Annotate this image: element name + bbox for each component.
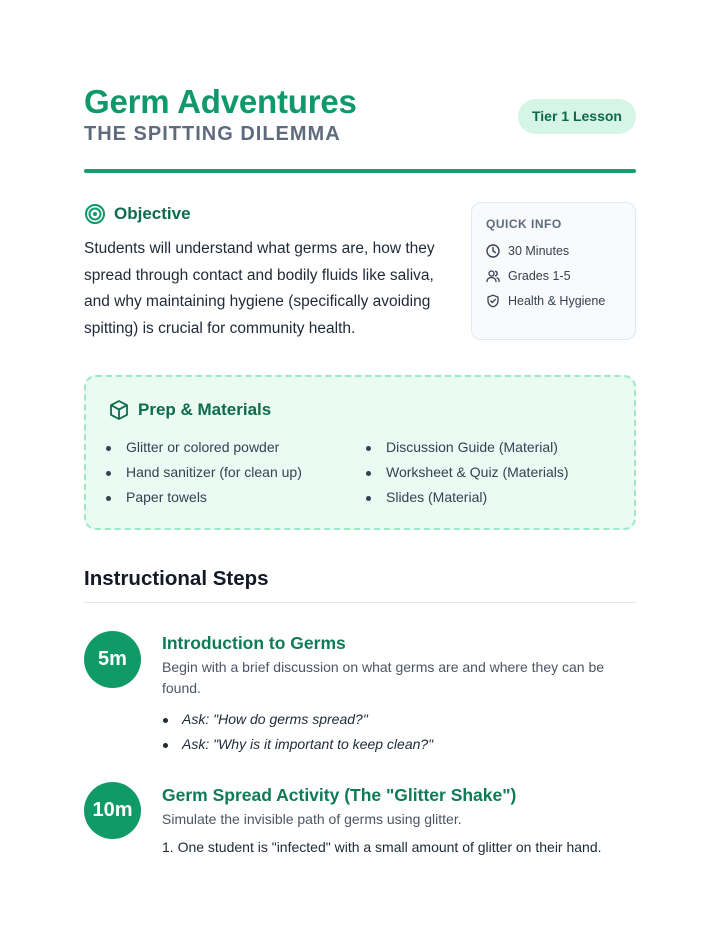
list-item: Worksheet & Quiz (Materials)	[366, 462, 569, 487]
box-icon	[108, 399, 130, 421]
step-duration-badge: 10m	[84, 782, 141, 839]
quick-info-label: 30 Minutes	[508, 244, 570, 258]
header-divider	[84, 169, 636, 173]
quick-info-title: QUICK INFO	[486, 217, 562, 231]
step-2	[162, 783, 636, 857]
list-item: Hand sanitizer (for clean up)	[106, 462, 302, 487]
step-instruction: 1. One student is "infected" with a small amount of glitter on their hand.	[162, 839, 602, 855]
list-item: Ask: "How do germs spread?"	[162, 709, 636, 734]
page-subtitle: THE SPITTING DILEMMA	[84, 123, 341, 145]
list-item: Glitter or colored powder	[106, 437, 302, 462]
page-title: Germ Adventures	[84, 83, 357, 120]
steps-heading: Instructional Steps	[84, 567, 269, 590]
step-title: Introduction to Germs	[162, 633, 346, 653]
prep-list-right	[366, 437, 569, 512]
quick-info-grades	[486, 267, 635, 285]
objective-text: Students will understand what germs are, how they spread through contact and bodily fluids like saliva, and why maintaining hygiene (specifically avoiding spitting) is crucial for community health.	[84, 240, 435, 337]
users-icon	[486, 269, 500, 283]
step-duration-badge: 5m	[84, 631, 141, 688]
target-icon	[84, 203, 106, 225]
list-item: Paper towels	[106, 487, 302, 512]
quick-info-label: Health & Hygiene	[508, 294, 606, 308]
objective-heading: Objective	[114, 204, 191, 223]
objective-section	[84, 202, 446, 342]
list-item: Ask: "Why is it important to keep clean?"	[162, 734, 636, 759]
quick-info-label: Grades 1-5	[508, 269, 571, 283]
list-item: Discussion Guide (Material)	[366, 437, 569, 462]
tier-badge: Tier 1 Lesson	[518, 99, 636, 134]
step-title: Germ Spread Activity (The "Glitter Shake")	[162, 785, 517, 805]
quick-info-subject	[486, 292, 635, 310]
quick-info-card	[471, 202, 636, 340]
shield-check-icon	[486, 294, 500, 308]
lesson-header	[84, 82, 636, 174]
prep-materials-box	[84, 375, 636, 530]
steps-divider	[84, 602, 636, 603]
step-bullets	[162, 709, 636, 759]
step-description: Simulate the invisible path of germs using glitter.	[162, 811, 462, 827]
step-1	[162, 631, 636, 759]
quick-info-duration	[486, 242, 635, 260]
prep-heading: Prep & Materials	[138, 400, 272, 419]
clock-icon	[486, 244, 500, 258]
step-description: Begin with a brief discussion on what germs are and where they can be found.	[162, 659, 605, 696]
list-item: Slides (Material)	[366, 487, 569, 512]
prep-list-left	[106, 437, 302, 512]
